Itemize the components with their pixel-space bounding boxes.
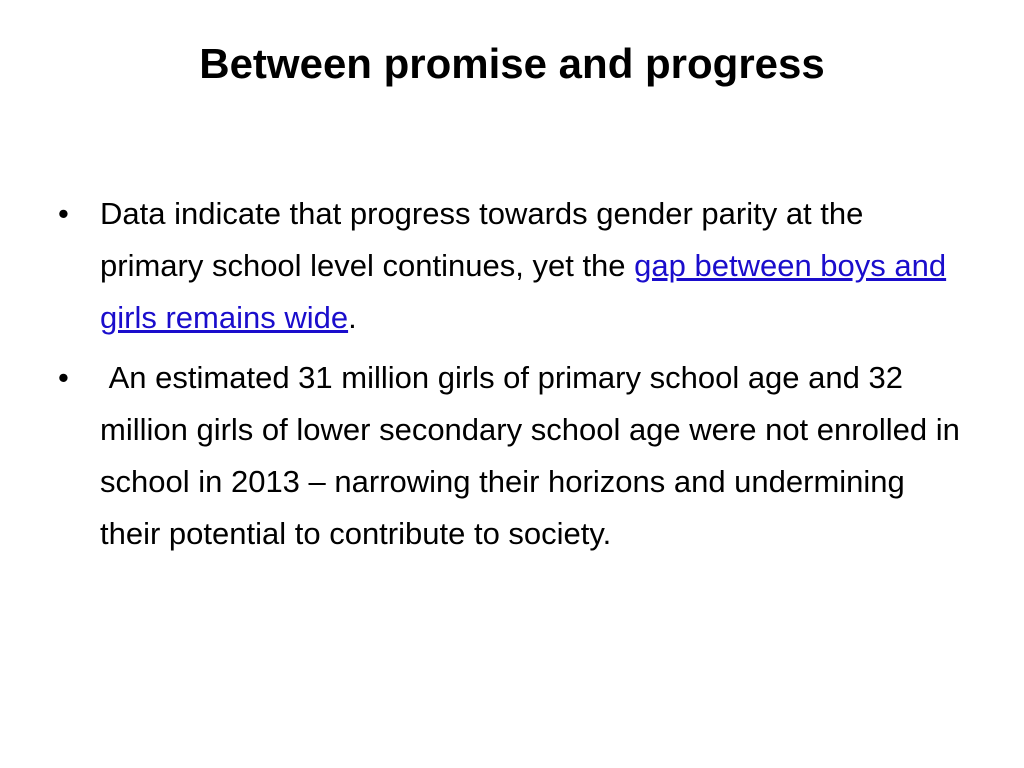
bullet-1-text-before: Data indicate that progress towards gender parity at the primary school level continues, yet the bbox=[100, 196, 864, 283]
bullet-1-text-after: . bbox=[348, 300, 357, 335]
bullet-icon: • bbox=[58, 196, 69, 231]
bullet-item-1 bbox=[56, 188, 968, 344]
bullet-icon: • bbox=[58, 360, 69, 395]
slide-title: Between promise and progress bbox=[199, 40, 825, 87]
gap-link[interactable]: gap between boys and girls remains wide bbox=[100, 248, 947, 335]
bullet-2-text: An estimated 31 million girls of primary school age and 32 million girls of lower secondary school age were not enrolled in school in 2013 – narrowing their horizons and undermining their potential to contribute to society. bbox=[100, 360, 969, 551]
bullet-item-2 bbox=[56, 352, 968, 560]
bullet-list bbox=[56, 188, 968, 568]
